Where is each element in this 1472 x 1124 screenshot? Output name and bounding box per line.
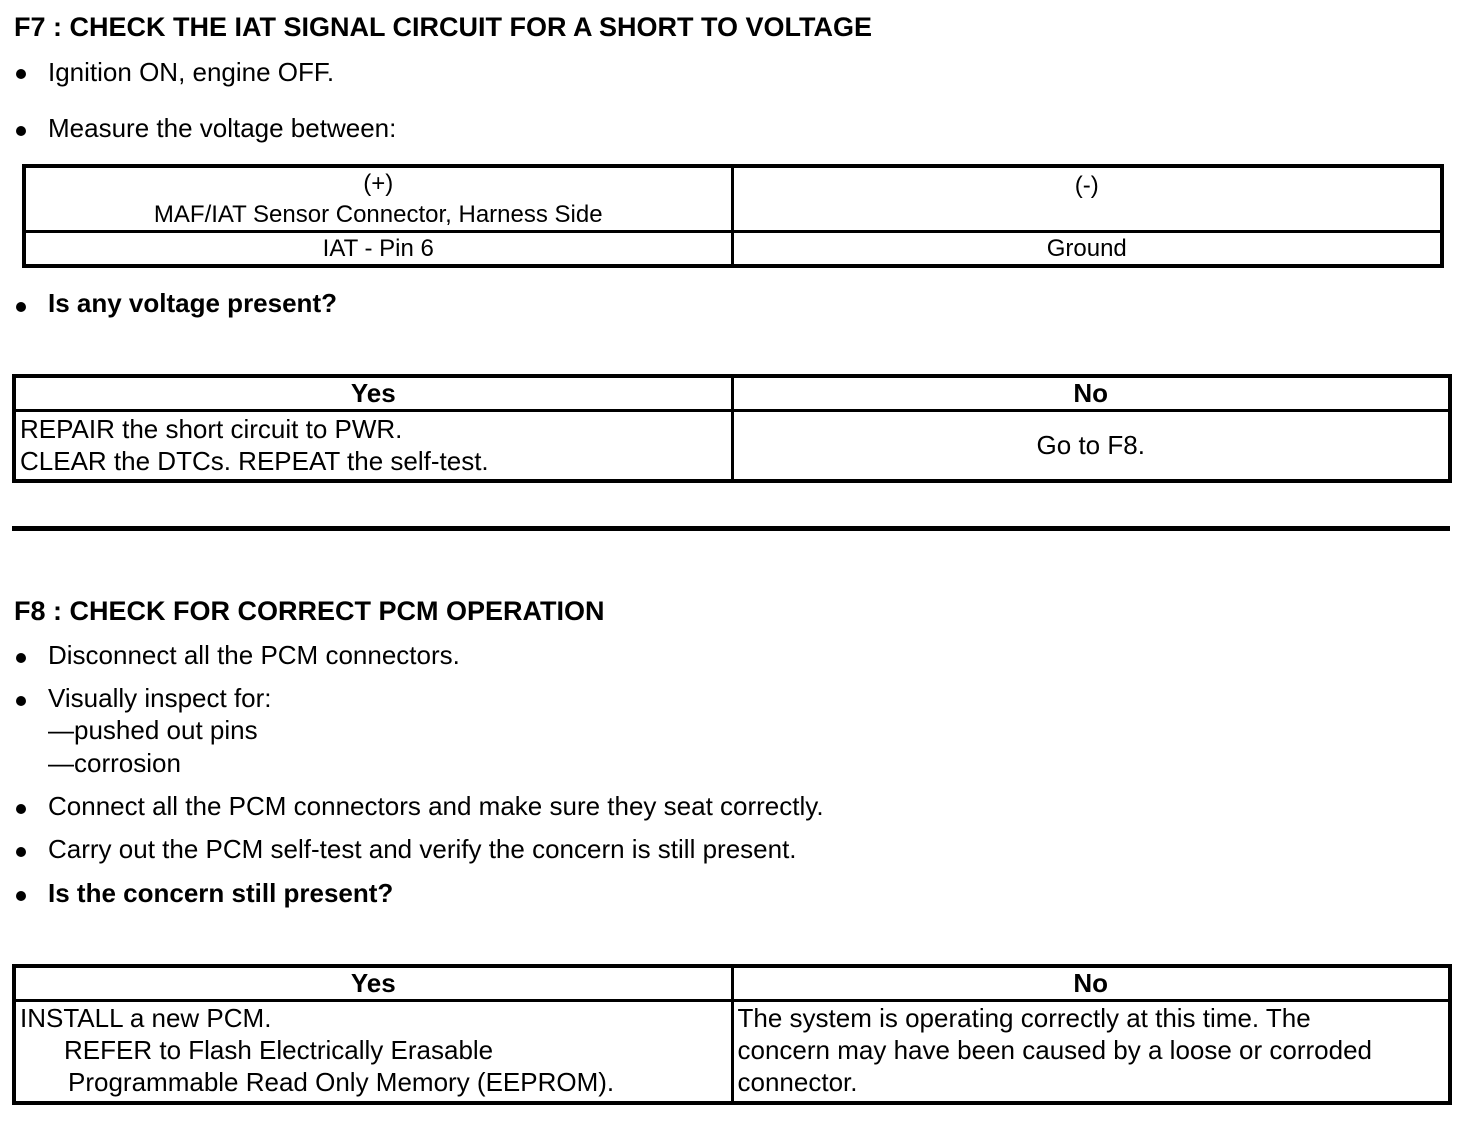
f8-title: F8 : CHECK FOR CORRECT PCM OPERATION — [14, 596, 605, 626]
section-divider — [12, 526, 1450, 531]
bullet-icon — [16, 302, 26, 312]
f8-sub-2: —corrosion — [48, 748, 181, 778]
f7-no-header: No — [732, 376, 1450, 411]
f8-question: Is the concern still present? — [48, 878, 394, 908]
f7-yes-header: Yes — [14, 376, 732, 411]
f8-no-line-1: The system is operating correctly at this time. The — [737, 1003, 1311, 1033]
f8-no-cell — [732, 1001, 1450, 1103]
f7-yes-line-2: CLEAR the DTCs. REPEAT the self-test. — [20, 446, 489, 477]
measure-row-positive: IAT - Pin 6 — [24, 232, 732, 267]
f8-bullet-2: Visually inspect for: — [48, 683, 272, 713]
f8-yes-header: Yes — [14, 966, 732, 1001]
f8-no-header: No — [732, 966, 1450, 1001]
f8-bullet-4: Carry out the PCM self-test and verify the concern is still present. — [48, 834, 797, 864]
f8-no-line-2: concern may have been caused by a loose or corroded — [737, 1035, 1372, 1065]
f7-yes-line-1: REPAIR the short circuit to PWR. — [20, 414, 403, 445]
f7-title: F7 : CHECK THE IAT SIGNAL CIRCUIT FOR A SHORT TO VOLTAGE — [14, 12, 873, 42]
f8-yes-line-1: INSTALL a new PCM. — [20, 1003, 272, 1033]
negative-sign: (-) — [1074, 172, 1099, 199]
f8-no-line-3: connector. — [737, 1067, 858, 1097]
f7-yes-cell — [14, 411, 732, 481]
f8-yes-cell — [14, 1001, 732, 1103]
bullet-icon — [16, 847, 26, 857]
f8-result-table — [12, 964, 1452, 1105]
positive-label: MAF/IAT Sensor Connector, Harness Side — [153, 201, 603, 228]
f7-question: Is any voltage present? — [48, 288, 337, 318]
bullet-icon — [16, 696, 26, 706]
f7-no-cell: Go to F8. — [732, 411, 1450, 481]
f7-measure-table — [22, 164, 1444, 268]
bullet-icon — [16, 804, 26, 814]
f7-result-table — [12, 374, 1452, 483]
measure-header-negative — [732, 166, 1442, 232]
bullet-icon — [16, 69, 26, 79]
positive-sign: (+) — [363, 170, 394, 197]
f8-sub-1: —pushed out pins — [48, 715, 258, 745]
measure-header-positive — [24, 166, 732, 232]
f8-yes-line-3: Programmable Read Only Memory (EEPROM). — [68, 1067, 615, 1097]
f8-bullet-3: Connect all the PCM connectors and make sure they seat correctly. — [48, 791, 824, 821]
f7-bullet-1: Ignition ON, engine OFF. — [48, 57, 335, 87]
f8-yes-line-2: REFER to Flash Electrically Erasable — [64, 1035, 494, 1065]
f8-bullet-1: Disconnect all the PCM connectors. — [48, 640, 460, 670]
measure-row-negative: Ground — [732, 232, 1442, 267]
bullet-icon — [16, 891, 26, 901]
f7-bullet-2: Measure the voltage between: — [48, 113, 397, 143]
bullet-icon — [16, 653, 26, 663]
bullet-icon — [16, 126, 26, 136]
